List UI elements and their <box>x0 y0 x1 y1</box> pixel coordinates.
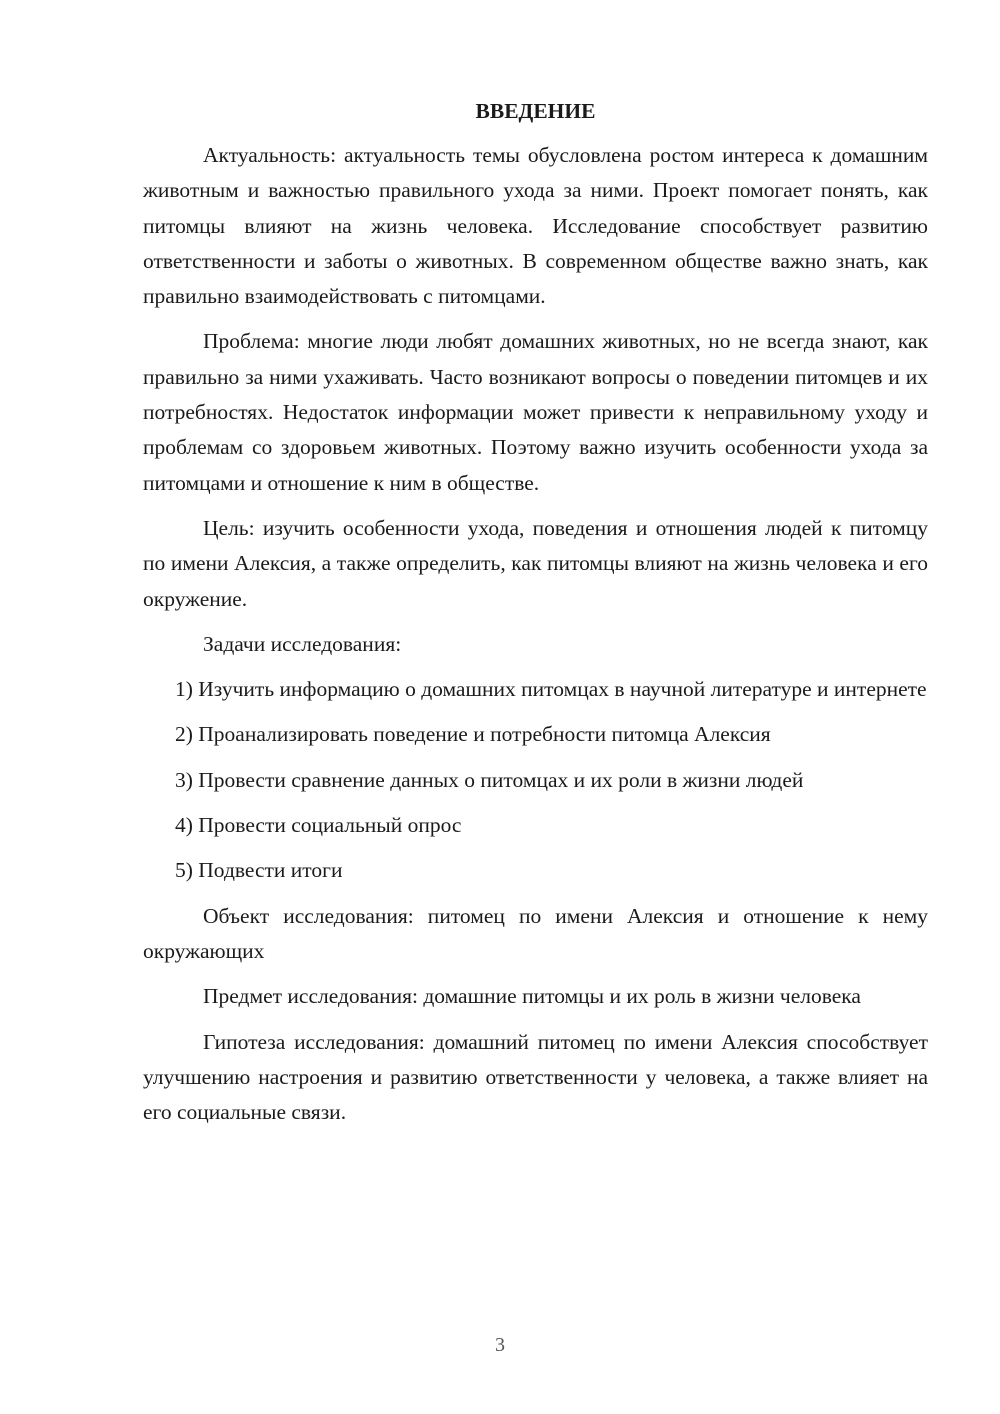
problem-paragraph: Проблема: многие люди любят домашних животных, но не всегда знают, как правильно за ними ухаживать. Часто возникают вопросы о поведении питомцев и их потребностях. Недостаток информации может привести к неправильному уходу и проблемам со здоровьем животных. Поэтому важно изучить особенности ухода за питомцами и отношение к ним в обществе. <box>143 329 928 495</box>
tasks-list <box>143 672 928 888</box>
goal-paragraph: Цель: изучить особенности ухода, поведения и отношения людей к питомцу по имени Алексия, а также определить, как питомцы влияют на жизнь человека и его окружение. <box>143 515 928 611</box>
list-item: 5) Подвести итоги <box>175 858 343 883</box>
hypothesis-paragraph: Гипотеза исследования: домашний питомец по имени Алексия способствует улучшению настроения и развитию ответственности у человека, а также влияет на его социальные связи. <box>143 1029 928 1125</box>
page-title: ВВЕДЕНИЕ <box>475 99 596 123</box>
list-item: 2) Проанализировать поведение и потребности питомца Алексия <box>175 722 771 747</box>
document-page <box>143 96 928 1140</box>
list-item: 4) Провести социальный опрос <box>175 813 462 838</box>
object-paragraph: Объект исследования: питомец по имени Алексия и отношение к нему окружающих <box>143 903 928 963</box>
tasks-heading: Задачи исследования: <box>203 631 402 656</box>
list-item: 1) Изучить информацию о домашних питомцах в научной литературе и интернете <box>175 677 927 702</box>
subject-paragraph: Предмет исследования: домашние питомцы и их роль в жизни человека <box>203 984 861 1009</box>
page-number: 3 <box>495 1334 505 1356</box>
list-item: 3) Провести сравнение данных о питомцах и их роли в жизни людей <box>175 767 804 792</box>
relevance-paragraph: Актуальность: актуальность темы обусловлена ростом интереса к домашним животным и важностью правильного ухода за ними. Проект помогает понять, как питомцы влияют на жизнь человека. Исследование способствует развитию ответственности и заботы о животных. В современном обществе важно знать, как правильно взаимодействовать с питомцами. <box>143 143 928 309</box>
